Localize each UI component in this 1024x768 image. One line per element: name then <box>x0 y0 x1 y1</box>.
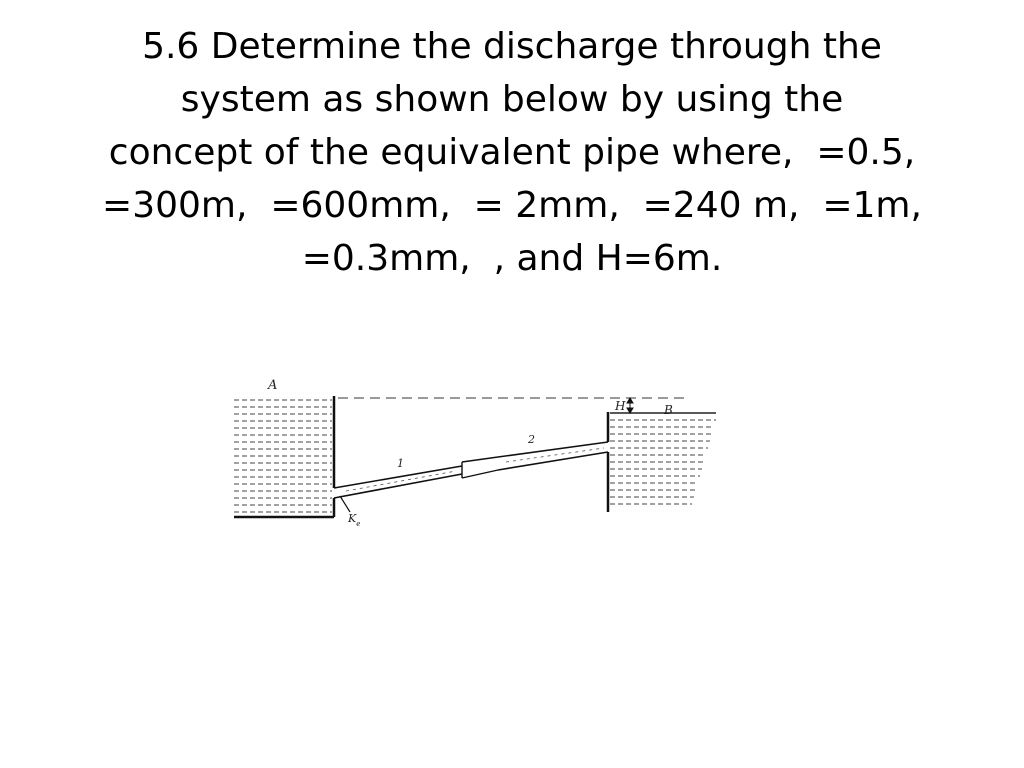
label-pipe-1: 1 <box>397 457 404 470</box>
pipe-system-diagram <box>226 370 726 540</box>
pipe-junction <box>462 457 498 478</box>
label-reservoir-a: A <box>268 378 278 393</box>
reservoir-a-water <box>234 400 332 512</box>
reservoir-b-water <box>610 420 716 504</box>
label-head: H <box>615 399 626 413</box>
label-pipe-2: 2 <box>528 433 535 446</box>
problem-line: concept of the equivalent pipe where, =0.5, <box>108 132 916 173</box>
label-entrance-loss-subscript: e <box>356 520 361 528</box>
problem-line: =0.3mm, , and H=6m. <box>301 238 723 279</box>
problem-line: 5.6 Determine the discharge through the <box>142 26 882 67</box>
pipe-2 <box>498 442 608 470</box>
head-arrows <box>627 398 633 413</box>
problem-line: =300m, =600mm, = 2mm, =240 m, =1m, <box>102 185 922 226</box>
label-reservoir-b: B <box>664 403 673 417</box>
problem-statement <box>40 20 984 285</box>
label-entrance-loss <box>347 512 360 528</box>
entrance-loss-pointer <box>340 496 350 512</box>
problem-line: system as shown below by using the <box>180 79 844 120</box>
pipe-1-flow-hatch <box>346 471 456 491</box>
pipe-1 <box>334 466 462 498</box>
label-entrance-loss-main: K <box>348 512 357 525</box>
